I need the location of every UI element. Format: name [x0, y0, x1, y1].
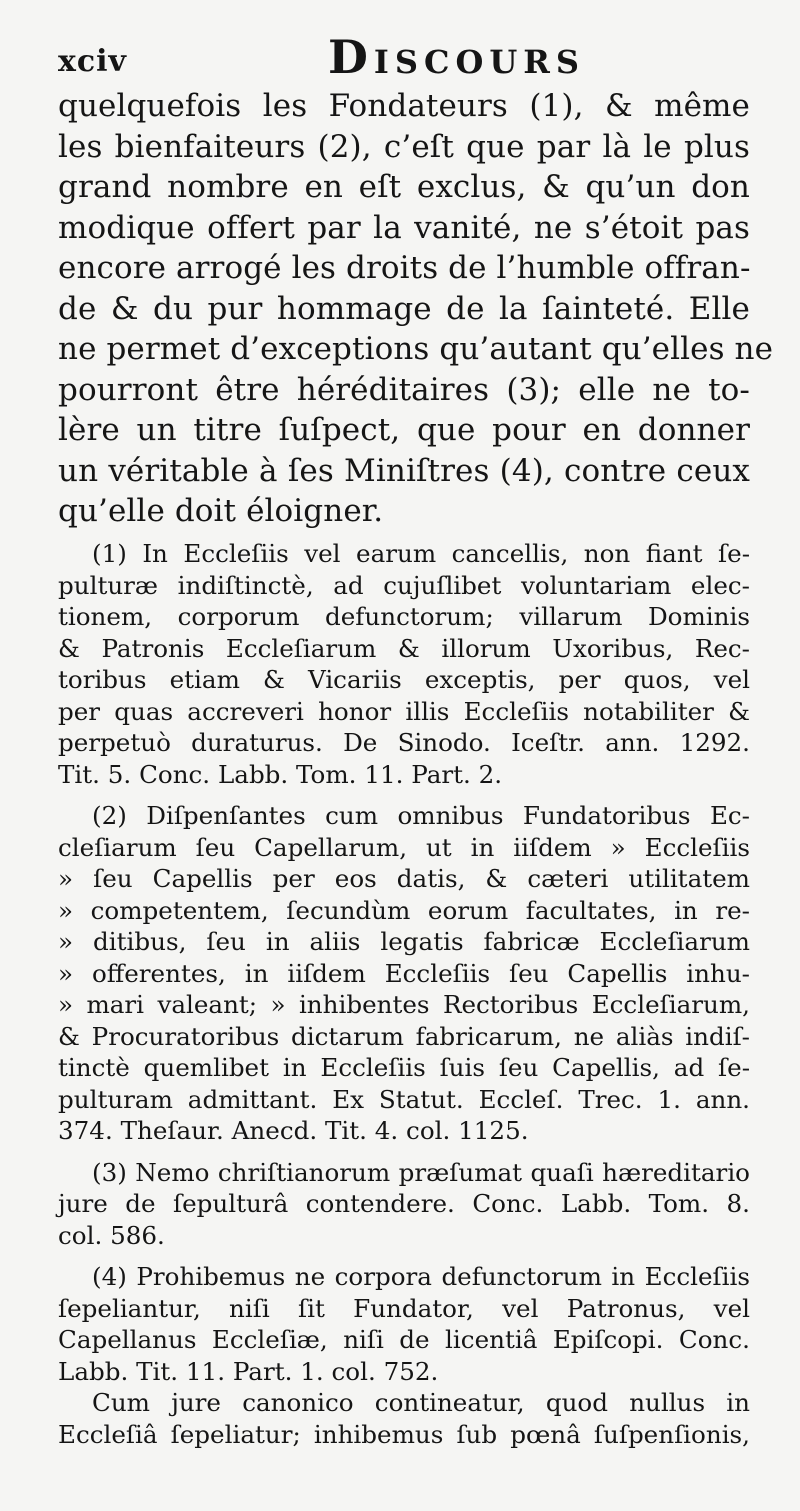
footnote-line: pulturæ indiſtinctè, ad cujuſlibet voluntariam elec-: [58, 570, 750, 600]
footnote-line: & Procuratoribus dictarum fabricarum, ne aliàs indiſ-: [58, 1021, 750, 1051]
footnote-line: (3) Nemo chriſtianorum præſumat quaſi hæreditario: [92, 1157, 750, 1187]
footnote-line: » offerentes, in iiſdem Eccleſiis ſeu Capellis inhu-: [58, 958, 750, 988]
footnote-line: perpetuò duraturus. De Sinodo. Iceſtr. ann. 1292.: [58, 728, 750, 757]
footnote-line: tinctè quemlibet in Eccleſiis ſuis ſeu Capellis, ad ſe-: [58, 1053, 750, 1082]
footnote-line: » ſeu Capellis per eos datis, & cæteri utilitatem: [58, 864, 750, 893]
footnote-1: [58, 538, 750, 790]
footnote-line: » competentem, ſecundùm eorum facultates, in re-: [58, 895, 750, 925]
footnote-line: cleſiarum ſeu Capellarum, ut in iiſdem » Eccleſiis: [58, 832, 750, 862]
main-text: [58, 86, 774, 532]
footnote-2: [58, 800, 750, 1147]
footnote-line: Capellanus Eccleſiæ, niſi de licentiâ Epiſcopi. Conc.: [58, 1325, 750, 1354]
footnote-line: per quas accreveri honor illis Eccleſiis notabiliter &: [58, 696, 750, 726]
main-line: qu’elle doit éloigner.: [58, 493, 384, 529]
page-header: [58, 30, 748, 82]
footnote-line: & Patronis Eccleſiarum & illorum Uxoribus, Rec-: [58, 633, 750, 663]
footnote-line: » mari valeant; » inhibentes Rectoribus Eccleſiarum,: [58, 990, 750, 1019]
main-line: lère un titre ſuſpect, que pour en donner: [58, 412, 750, 448]
page-number: xciv: [58, 44, 127, 79]
footnote-line: Eccleſiâ ſepeliatur; inhibemus ſub pœnâ ſuſpenſionis,: [58, 1419, 750, 1449]
footnote-line: jure de ſepulturâ contendere. Conc. Labb. Tom. 8.: [58, 1189, 750, 1218]
main-line: les bienfaiteurs (2), c’eſt que par là le plus: [58, 128, 750, 165]
footnote-line: (2) Diſpenſantes cum omnibus Fundatoribus Ec-: [92, 801, 750, 830]
main-line: grand nombre en eſt exclus, & qu’un don: [58, 169, 750, 205]
footnote-line: toribus etiam & Vicariis exceptis, per quos, vel: [58, 665, 750, 694]
footnote-4: [58, 1261, 750, 1450]
footnote-line: Tit. 5. Conc. Labb. Tom. 11. Part. 2.: [58, 759, 503, 789]
main-line: encore arrogé les droits de l’humble offran-: [58, 250, 751, 286]
footnote-line: tionem, corporum defunctorum; villarum Dominis: [58, 602, 750, 631]
footnote-line: » ditibus, ſeu in aliis legatis fabricæ Eccleſiarum: [58, 927, 750, 956]
main-line: pourront être héréditaires (3); elle ne to-: [58, 371, 750, 408]
main-line: un véritable à ſes Miniſtres (4), contre ceux: [58, 452, 750, 489]
footnote-line: (1) In Eccleſiis vel earum cancellis, non fiant ſe-: [92, 539, 750, 568]
footnote-line: pulturam admittant. Ex Statut. Eccleſ. Trec. 1. ann.: [58, 1084, 750, 1114]
main-line: quelquefois les Fondateurs (1), & même: [58, 88, 750, 124]
footnote-line: col. 586.: [58, 1220, 165, 1250]
main-line: ne permet d’exceptions qu’autant qu’elles ne: [58, 331, 774, 367]
footnote-line: 374. Theſaur. Anecd. Tit. 4. col. 1125.: [58, 1116, 529, 1145]
running-title: Discours: [328, 30, 585, 84]
footnote-line: Cum jure canonico contineatur, quod nullus in: [92, 1388, 750, 1417]
footnote-3: [58, 1157, 750, 1252]
footnotes: [58, 538, 750, 1460]
footnote-line: Labb. Tit. 11. Part. 1. col. 752.: [58, 1356, 439, 1386]
footnote-line: (4) Prohibemus ne corpora defunctorum in Eccleſiis: [92, 1262, 750, 1291]
main-line: modique offert par la vanité, ne s’étoit pas: [58, 209, 750, 246]
footnote-line: ſepeliantur, niſi ſit Fundator, vel Patronus, vel: [58, 1293, 750, 1323]
main-line: de & du pur hommage de la ſainteté. Elle: [58, 290, 750, 327]
